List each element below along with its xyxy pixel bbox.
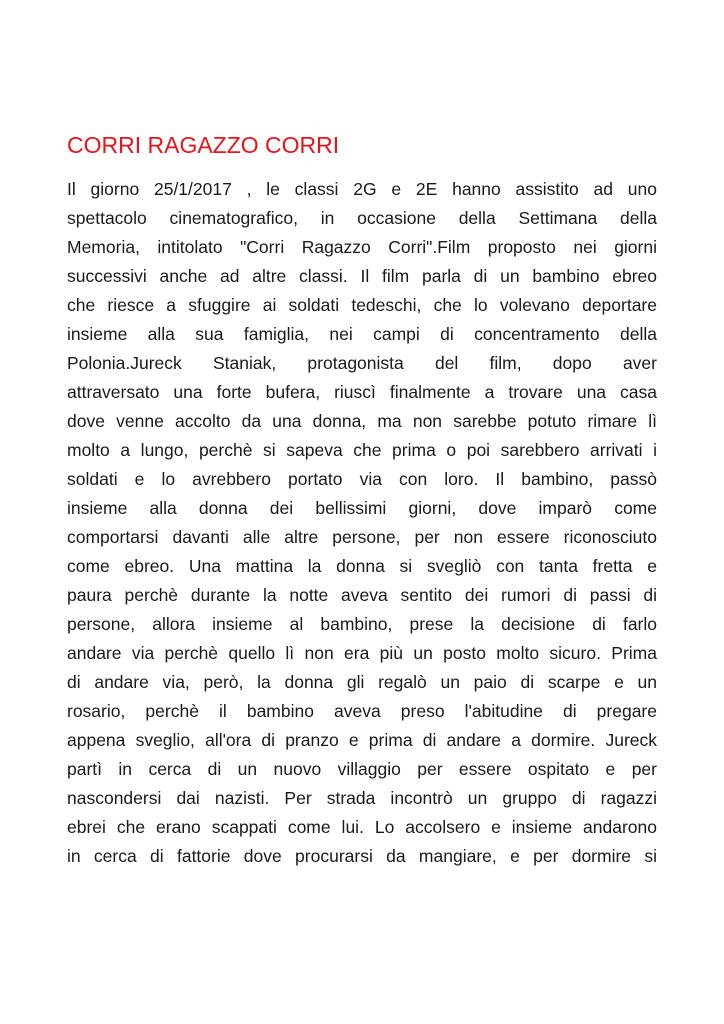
body-line: insieme alla donna dei bellissimi giorni, dove imparò come (67, 498, 657, 518)
body-line: in cerca di fattorie dove procurarsi da mangiare, e per dormire si (67, 846, 657, 866)
body-line: appena sveglio, all'ora di pranzo e prima di andare a dormire. Jureck (67, 730, 657, 750)
body-line: spettacolo cinematografico, in occasione della Settimana della (67, 208, 657, 228)
body-line: successivi anche ad altre classi. Il film parla di un bambino ebreo (67, 266, 657, 286)
document-title: CORRI RAGAZZO CORRI (67, 132, 340, 158)
body-line: insieme alla sua famiglia, nei campi di concentramento della (67, 324, 657, 344)
body-line: partì in cerca di un nuovo villaggio per essere ospitato e per (67, 759, 657, 779)
body-line: ebrei che erano scappati come lui. Lo accolsero e insieme andarono (67, 817, 657, 837)
body-line: persone, allora insieme al bambino, prese la decisione di farlo (67, 614, 657, 634)
body-line: comportarsi davanti alle altre persone, per non essere riconosciuto (67, 527, 657, 547)
body-line: di andare via, però, la donna gli regalò un paio di scarpe e un (67, 672, 657, 692)
body-line: paura perchè durante la notte aveva sentito dei rumori di passi di (67, 585, 657, 605)
body-line: soldati e lo avrebbero portato via con loro. Il bambino, passò (67, 469, 657, 489)
body-line: Il giorno 25/1/2017 , le classi 2G e 2E hanno assistito ad uno (67, 179, 657, 199)
body-line: molto a lungo, perchè si sapeva che prima o poi sarebbero arrivati i (67, 440, 657, 460)
body-line: che riesce a sfuggire ai soldati tedeschi, che lo volevano deportare (67, 295, 657, 315)
body-line: rosario, perchè il bambino aveva preso l'abitudine di pregare (67, 701, 657, 721)
body-line: Polonia.Jureck Staniak, protagonista del film, dopo aver (67, 353, 657, 373)
document-body (67, 175, 657, 871)
body-line: dove venne accolto da una donna, ma non sarebbe potuto rimare lì (67, 411, 657, 431)
body-line: attraversato una forte bufera, riuscì finalmente a trovare una casa (67, 382, 657, 402)
body-line: Memoria, intitolato "Corri Ragazzo Corri".Film proposto nei giorni (67, 237, 657, 257)
body-line: nascondersi dai nazisti. Per strada incontrò un gruppo di ragazzi (67, 788, 657, 808)
body-line: andare via perchè quello lì non era più un posto molto sicuro. Prima (67, 643, 657, 663)
body-line: come ebreo. Una mattina la donna si svegliò con tanta fretta e (67, 556, 657, 576)
